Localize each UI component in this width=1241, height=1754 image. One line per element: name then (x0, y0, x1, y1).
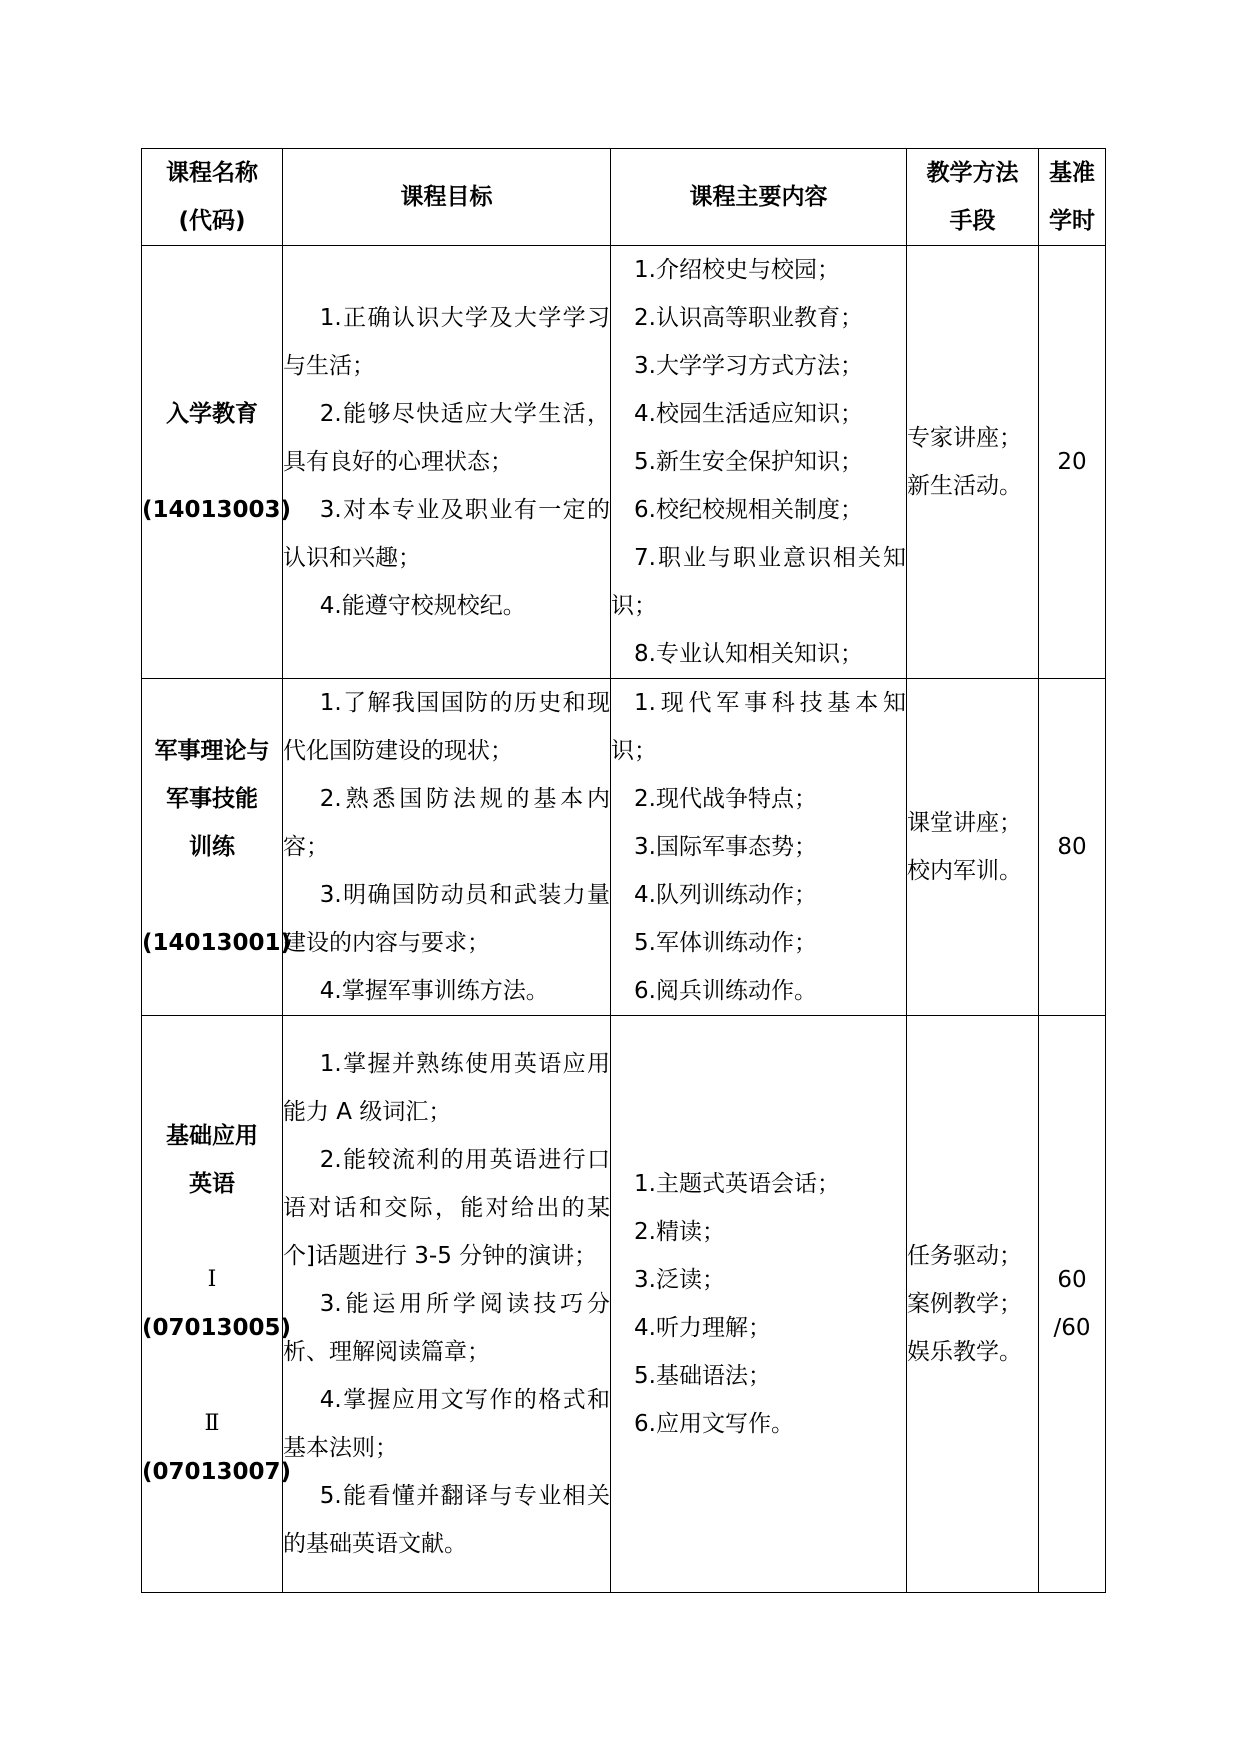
content-item: 4.队列训练动作； (634, 882, 817, 908)
goal-item: 4.掌握应用文写作的格式和基本法则； (283, 1387, 610, 1461)
table-row (142, 679, 1106, 1016)
content-item: 3.泛读； (634, 1267, 725, 1293)
goal-item: 1.掌握并熟练使用英语应用能力 A 级词汇； (283, 1051, 610, 1125)
header-course-name (142, 149, 283, 246)
method-item: 娱乐教学。 (907, 1339, 1022, 1365)
table-row (142, 246, 1106, 679)
content-item: 2.认识高等职业教育； (634, 305, 863, 331)
method-item: 案例教学； (907, 1291, 1022, 1317)
course-name-cell (142, 1016, 292, 1593)
course-code: (14013001) (142, 930, 292, 956)
course-method-cell (907, 679, 1039, 1016)
header-hours-line1: 基准 (1049, 160, 1095, 186)
content-item: 4.听力理解； (634, 1315, 771, 1341)
goal-item: 3.对本专业及职业有一定的认识和兴趣； (283, 497, 610, 571)
content-item: 1.现代军事科技基本知识； (611, 690, 906, 764)
goal-item: 3.能运用所学阅读技巧分析、理解阅读篇章； (283, 1291, 610, 1365)
goal-item: 1.正确认识大学及大学学习与生活； (283, 305, 610, 379)
header-goal: 课程目标 (283, 149, 611, 246)
course-code: (14013003) (142, 497, 292, 523)
course-content-cell (611, 679, 907, 1016)
header-method-line2: 手段 (949, 208, 996, 234)
course-name: 入学教育 (166, 401, 258, 427)
content-item: 6.校纪校规相关制度； (634, 497, 863, 523)
goal-item: 4.能遵守校规校纪。 (319, 593, 526, 619)
table-row (142, 1016, 1106, 1593)
course-hours-cell (1039, 1016, 1106, 1593)
content-item: 5.军体训练动作； (634, 930, 817, 956)
course-content-cell (611, 246, 907, 679)
content-item: 3.大学学习方式方法； (634, 353, 863, 379)
method-item: 校内军训。 (907, 858, 1022, 884)
method-item: 任务驱动； (907, 1243, 1022, 1269)
course-name-cell (142, 679, 292, 1016)
content-item: 2.精读； (634, 1219, 725, 1245)
goal-item: 5.能看懂并翻译与专业相关的基础英语文献。 (283, 1483, 610, 1557)
course-content-cell (611, 1016, 907, 1593)
header-hours (1039, 149, 1106, 246)
header-method-line1: 教学方法 (926, 160, 1019, 186)
goal-item: 2.熟悉国防法规的基本内容； (283, 786, 610, 860)
header-content: 课程主要内容 (611, 149, 907, 246)
course-hours-line2: /60 (1053, 1315, 1091, 1341)
course-hours: 80 (1039, 679, 1106, 1016)
goal-item: 2.能较流利的用英语进行口语对话和交际，能对给出的某个]话题进行 3-5 分钟的演讲； (283, 1147, 610, 1269)
goal-item: 4.掌握军事训练方法。 (319, 978, 549, 1004)
content-item: 2.现代战争特点； (634, 786, 817, 812)
method-item: 新生活动。 (907, 473, 1022, 499)
header-hours-line2: 学时 (1049, 208, 1095, 234)
course-method-cell (907, 1016, 1039, 1593)
content-item: 1.介绍校史与校园； (634, 257, 840, 283)
course-level-1: I (207, 1267, 217, 1292)
content-item: 1.主题式英语会话； (634, 1171, 840, 1197)
content-item: 8.专业认知相关知识； (634, 641, 863, 667)
course-name-line2: 英语 (189, 1171, 235, 1197)
course-method-cell (907, 246, 1039, 679)
course-name-cell (142, 246, 292, 679)
course-hours: 20 (1039, 246, 1106, 679)
method-item: 专家讲座； (907, 425, 1022, 451)
goal-item: 2.能够尽快适应大学生活，具有良好的心理状态； (283, 401, 610, 475)
course-goal-cell (283, 679, 611, 1016)
header-row (142, 149, 1106, 246)
course-name-line2: 军事技能 (166, 786, 258, 812)
goal-item: 3.明确国防动员和武装力量建设的内容与要求； (283, 882, 610, 956)
course-name-line1: 军事理论与 (154, 738, 270, 764)
content-item: 4.校园生活适应知识； (634, 401, 863, 427)
course-goal-cell (283, 1016, 611, 1593)
content-item: 6.应用文写作。 (634, 1411, 794, 1437)
header-name-line1: 课程名称 (166, 160, 258, 186)
course-level-2: Ⅱ (204, 1411, 220, 1436)
content-item: 3.国际军事态势； (634, 834, 817, 860)
course-code-1: (07013005) (142, 1315, 292, 1341)
course-name-line1: 基础应用 (166, 1123, 258, 1149)
course-goal-cell (283, 246, 611, 679)
method-item: 课堂讲座； (907, 810, 1022, 836)
content-item: 6.阅兵训练动作。 (634, 978, 817, 1004)
course-code-2: (07013007) (142, 1459, 292, 1485)
header-method (907, 149, 1039, 246)
header-name-line2: (代码) (178, 208, 246, 234)
course-hours-line1: 60 (1057, 1267, 1087, 1293)
content-item: 7.职业与职业意识相关知识； (611, 545, 906, 619)
course-table (141, 148, 1106, 1593)
goal-item: 1.了解我国国防的历史和现代化国防建设的现状； (283, 690, 610, 764)
content-item: 5.基础语法； (634, 1363, 771, 1389)
course-name-line3: 训练 (189, 834, 235, 860)
content-item: 5.新生安全保护知识； (634, 449, 863, 475)
